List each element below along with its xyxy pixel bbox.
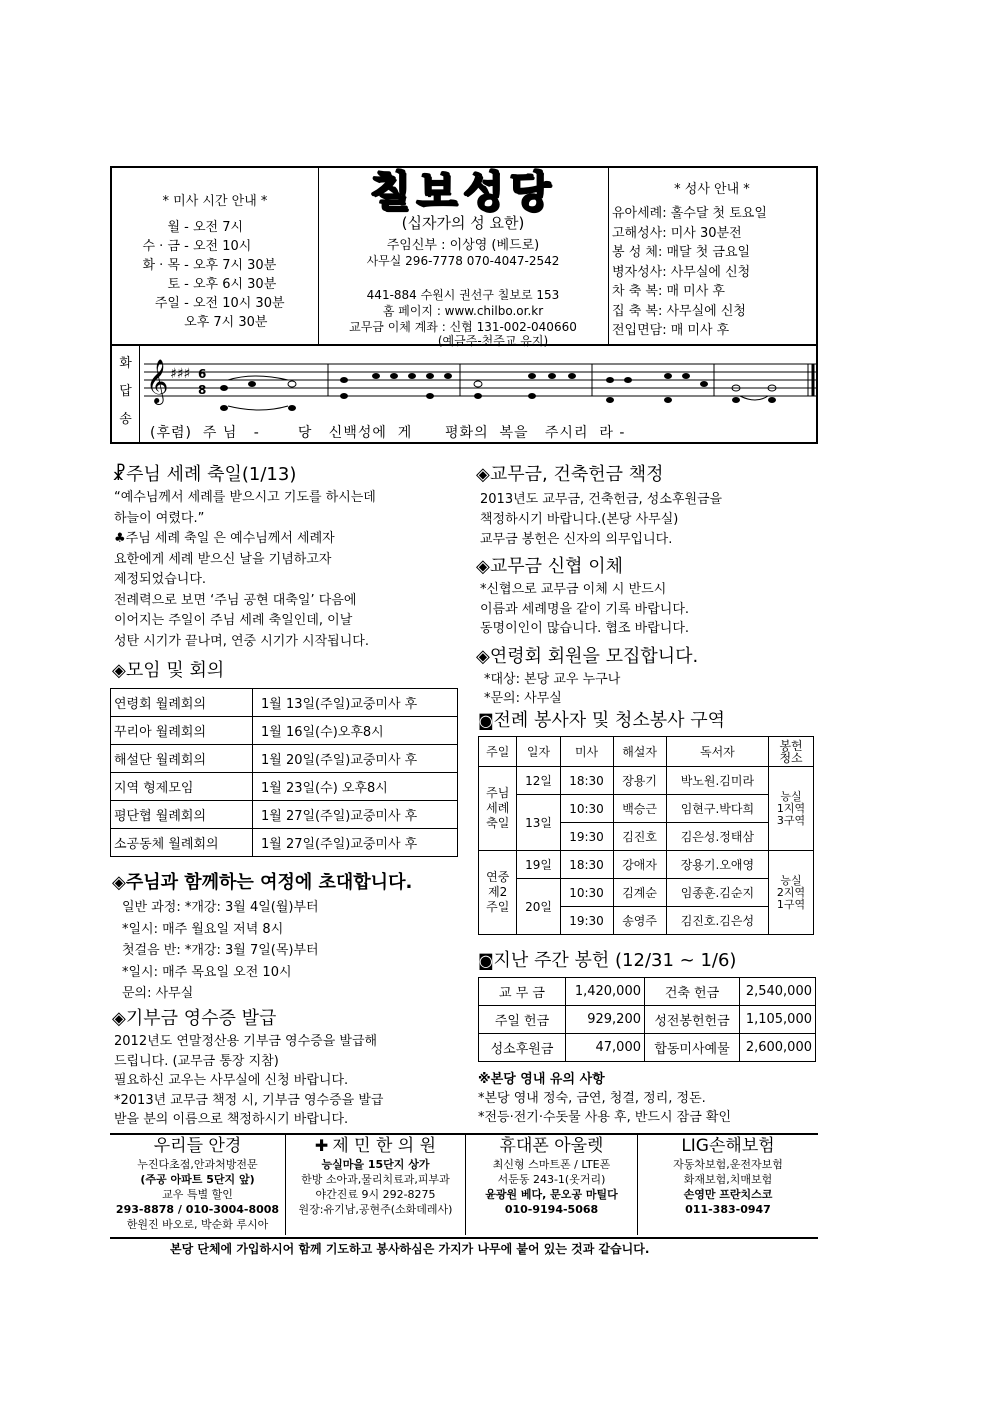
offering-label: 교 무 금 — [479, 978, 566, 1006]
baptism-line: 성탄 시기가 끝나며, 연중 시기가 시작됩니다. — [114, 633, 369, 649]
offering-table — [478, 977, 816, 1062]
table-row — [479, 795, 814, 823]
mass-time-cell: 18:30 — [560, 851, 613, 879]
mass-time: - 오전 7시 — [180, 220, 244, 235]
table-header-row — [479, 737, 814, 767]
ad-line: 서둔동 243-1(옷거리) — [497, 1173, 606, 1186]
ad-box — [466, 1135, 638, 1235]
dues-line: 교무금 봉헌은 신자의 의무입니다. — [480, 532, 673, 547]
reader: 장용기.오애영 — [666, 851, 768, 879]
commentator: 김진호 — [613, 823, 666, 851]
baptism-title-text: 주님 세례 축일(1/13) — [126, 464, 297, 485]
offering-value: 47,000 — [566, 1034, 645, 1062]
commentator: 김계순 — [613, 879, 666, 907]
sacrament-row: 유아세례: 홀수달 첫 토요일 — [612, 206, 767, 221]
baptism-line: “예수님께서 세례를 받으시고 기도를 하시는데 — [114, 490, 376, 505]
header-box — [110, 166, 818, 346]
meeting-time: 1월 20일(주일)교중미사 후 — [253, 745, 458, 773]
ad-line: 010-9194-5068 — [504, 1203, 599, 1216]
sacrament-row: 병자성사: 사무실에 신청 — [612, 264, 751, 280]
reader: 박노원.김미라 — [666, 767, 768, 795]
psalm-label-char: 화 — [119, 356, 132, 371]
mass-time: - 오후 6시 30분 — [180, 277, 277, 292]
ad-line: 누진다초점,안과처방전문 — [137, 1158, 258, 1171]
sacrament-row: 고해성사: 미사 30분전 — [612, 225, 742, 241]
time-signature: 8 — [198, 383, 207, 397]
mass-time: - 오전 10시 — [180, 239, 252, 254]
service-date: 12일 — [517, 767, 560, 795]
ad-line: 한원진 바오로, 박순화 루시아 — [126, 1218, 269, 1231]
mass-title: * 미사 시간 안내 * — [162, 194, 268, 209]
journey-line: 일반 과정: *개강: 3월 4일(월)부터 — [122, 900, 319, 915]
ad-line: 최신형 스마트폰 / LTE폰 — [492, 1158, 611, 1171]
psalm-label-char: 답 — [119, 384, 132, 399]
sharp-icon: ♯♯♯ — [170, 366, 191, 382]
table-header-cell: 봉헌 청소 — [769, 737, 814, 767]
table-header-cell: 주일 — [479, 737, 517, 767]
footer-text: 본당 단체에 가입하시어 함께 기도하고 봉사하심은 가지가 나무에 붙어 있는 것과 같습니다. — [170, 1242, 650, 1256]
reader: 임현구.박다희 — [666, 795, 768, 823]
transfer-line: 이름과 세례명을 같이 기록 바랍니다. — [480, 601, 690, 617]
mass-time-cell: 19:30 — [560, 823, 613, 851]
commentator: 송영주 — [613, 907, 666, 935]
offering-value: 2,600,000 — [740, 1034, 816, 1062]
sunday-name: 연중 제2 주일 — [479, 851, 517, 935]
mass-day: 수 · 금 — [142, 239, 180, 254]
service-table — [478, 736, 814, 935]
mass-row — [118, 235, 251, 254]
cross-icon: ✚ — [314, 1136, 329, 1155]
mass-day: 화 · 목 — [142, 258, 180, 273]
receipt-line: 드립니다. (교무금 통장 지참) — [114, 1053, 279, 1069]
meeting-table — [110, 688, 458, 857]
mass-row — [118, 292, 285, 311]
notice-line: *본당 영내 정숙, 금연, 청결, 정리, 정돈. — [478, 1091, 706, 1106]
baptism-line: 전례력으로 보면 ‘주님 공현 대축일’ 다음에 — [114, 592, 357, 608]
offering-value: 929,200 — [566, 1006, 645, 1034]
receipt-line: *2013년 교무금 책정 시, 기부금 영수증을 발급 — [114, 1092, 384, 1108]
commentator: 백승근 — [613, 795, 666, 823]
account-holder: (예금주-천주교 유지) — [437, 334, 549, 348]
receipt-title: ◈기부금 영수증 발급 — [112, 1008, 277, 1029]
transfer-line: *신협으로 교무금 이체 시 반드시 — [480, 582, 667, 597]
account: 교무금 이체 계좌 : 신협 131-002-040660 — [349, 320, 577, 334]
notes — [220, 373, 776, 411]
meeting-title: ◈모임 및 회의 — [112, 660, 225, 681]
receipt-line: 필요하신 교우는 사무실에 신청 바랍니다. — [114, 1073, 349, 1088]
reader: 김진호.김은성 — [666, 907, 768, 935]
meeting-name: 지역 형제모임 — [111, 773, 253, 801]
ad-line: 293-8878 / 010-3004-8008 — [115, 1203, 280, 1216]
table-row — [479, 879, 814, 907]
meeting-time: 1월 16일(수)오후8시 — [253, 717, 458, 745]
table-header-cell: 미사 — [560, 737, 613, 767]
sacrament-row: 차 축 복: 매 미사 후 — [612, 284, 725, 299]
sacrament-title: * 성사 안내 * — [674, 182, 750, 197]
ad-line: 011-383-0947 — [685, 1203, 771, 1216]
receipt-line: 2012년도 연말정산용 기부금 영수증을 발급해 — [114, 1034, 378, 1049]
ad-box — [110, 1135, 286, 1235]
offering-title: ◙지난 주간 봉헌 (12/31 ~ 1/6) — [478, 950, 737, 971]
receipt-line: 받을 분의 이름으로 책정하시기 바랍니다. — [114, 1112, 349, 1127]
ad-line: 자동차보험,운전자보험 — [673, 1158, 783, 1171]
mass-row — [118, 216, 243, 235]
service-date: 13일 — [517, 795, 560, 851]
mass-row — [118, 311, 267, 330]
table-row — [479, 767, 814, 795]
service-title-text: 전례 봉사자 및 청소봉사 구역 — [493, 710, 726, 731]
ad-line: 손영만 프란치스코 — [683, 1188, 773, 1201]
ad-line: 야간진료 9시 292-8275 — [315, 1188, 436, 1201]
ad-title: 휴대폰 아울렛 — [499, 1136, 604, 1156]
office-phone: 사무실 296-7778 070-4047-2542 — [366, 254, 560, 268]
meeting-name: 꾸리아 월례회의 — [111, 717, 253, 745]
service-date: 20일 — [517, 879, 560, 935]
offering-label: 건축 헌금 — [645, 978, 740, 1006]
offering-title-text: 지난 주간 봉헌 (12/31 ~ 1/6) — [493, 950, 737, 971]
offering-label: 성소후원금 — [479, 1034, 566, 1062]
baptism-line: 이어지는 주일이 주님 세례 축일인데, 이날 — [114, 613, 353, 628]
notice-title: ※본당 영내 유의 사항 — [478, 1072, 605, 1087]
mass-row — [118, 273, 276, 292]
commentator: 장용기 — [613, 767, 666, 795]
ads-bar — [110, 1133, 818, 1239]
cleaning-area: 능실 1지역 3구역 — [769, 767, 814, 851]
time-signature: 6 — [198, 367, 207, 381]
mass-day: 토 — [167, 277, 180, 292]
meeting-time: 1월 13일(주일)교중미사 후 — [253, 689, 458, 717]
ad-line: 원장:유기남,공현주(소화데레사) — [298, 1203, 453, 1216]
journey-line: *일시: 매주 목요일 오전 10시 — [122, 964, 292, 980]
psalm-box — [110, 346, 818, 444]
ad-line: (주공 아파트 5단지 앞) — [140, 1173, 255, 1186]
baptism-title: ☧주님 세례 축일(1/13) — [112, 464, 297, 485]
address: 441-884 수원시 권선구 칠보로 153 — [366, 288, 560, 302]
ad-box — [286, 1135, 466, 1235]
pastor: 주임신부 : 이상영 (베드로) — [386, 238, 540, 253]
ad-title — [286, 1135, 465, 1157]
recruit-line: *대상: 본당 교우 누구나 — [484, 672, 621, 687]
table-header-cell: 일자 — [517, 737, 560, 767]
dues-title: ◈교무금, 건축헌금 책정 — [476, 464, 664, 485]
service-title: ◙전례 봉사자 및 청소봉사 구역 — [478, 710, 726, 731]
ad-box — [638, 1135, 818, 1235]
ad-title: LIG손해보험 — [681, 1136, 775, 1156]
music-staff — [144, 350, 816, 420]
mass-time-cell: 19:30 — [560, 907, 613, 935]
homepage: 홈 페이지 : www.chilbo.or.kr — [382, 304, 544, 318]
offering-value: 1,105,000 — [740, 1006, 816, 1034]
table-row — [111, 773, 458, 801]
sacrament-row: 봉 성 체: 매달 첫 금요일 — [612, 245, 751, 260]
psalm-label — [112, 346, 140, 442]
mass-day: 월 — [167, 220, 180, 235]
table-row — [111, 745, 458, 773]
baptism-line: 요한에게 세례 받으신 날을 기념하고자 — [114, 551, 332, 567]
meeting-name: 해설단 월례회의 — [111, 745, 253, 773]
table-header-cell: 해설자 — [613, 737, 666, 767]
psalm-lyrics: (후렴) 주 님 - 당 신백성에 게 평화의 복을 주시리 라 - — [150, 425, 626, 441]
table-row — [479, 1034, 816, 1062]
ad-line: 교우 특별 할인 — [162, 1188, 233, 1201]
table-row — [111, 801, 458, 829]
meeting-time: 1월 27일(주일)교중미사 후 — [253, 801, 458, 829]
offering-label: 성전봉헌헌금 — [645, 1006, 740, 1034]
mass-time-cell: 10:30 — [560, 795, 613, 823]
psalm-label-char: 송 — [119, 412, 132, 427]
recruit-line: *문의: 사무실 — [484, 691, 562, 706]
offering-value: 2,540,000 — [740, 978, 816, 1006]
treble-clef-icon: 𝄞 — [146, 359, 169, 403]
table-row — [479, 1006, 816, 1034]
offering-label: 합동미사예물 — [645, 1034, 740, 1062]
mass-row — [118, 254, 276, 273]
sacrament-row: 집 축 복: 사무실에 신청 — [612, 303, 746, 319]
journey-line: *일시: 매주 월요일 저녁 8시 — [122, 921, 284, 937]
offering-value: 1,420,000 — [566, 978, 645, 1006]
recruit-title: ◈연령회 회원을 모집합니다. — [476, 646, 699, 667]
meeting-name: 연령회 월례회의 — [111, 689, 253, 717]
ad-title: 우리들 안경 — [153, 1136, 242, 1156]
baptism-line: 제정되었습니다. — [114, 572, 207, 587]
mass-time: - 오후 7시 30분 — [180, 258, 277, 273]
ad-line: 능실마을 15단지 상가 — [321, 1158, 430, 1171]
reader: 임종훈.김순지 — [666, 879, 768, 907]
church-info — [318, 167, 609, 348]
cleaning-area: 능실 2지역 1구역 — [769, 851, 814, 935]
patron: (십자가의 성 요한) — [401, 214, 525, 232]
dues-line: 책정하시기 바랍니다.(본당 사무실) — [480, 512, 679, 527]
meeting-name: 소공동체 월례회의 — [111, 829, 253, 857]
sacrament-info — [608, 168, 816, 344]
journey-line: 문의: 사무실 — [122, 986, 194, 1001]
table-header-cell: 독서자 — [666, 737, 768, 767]
mass-time-cell: 18:30 — [560, 767, 613, 795]
ad-line: 한방 소아과,물리치료과,피부과 — [301, 1173, 450, 1186]
offering-label: 주일 헌금 — [479, 1006, 566, 1034]
notice-line: *전등·전기·수돗물 사용 후, 반드시 잠금 확인 — [478, 1110, 732, 1125]
service-date: 19일 — [517, 851, 560, 879]
meeting-time: 1월 23일(수) 오후8시 — [253, 773, 458, 801]
ad-title-text: 제 민 한 의 원 — [332, 1136, 437, 1156]
journey-line: 첫걸음 반: *개강: 3월 7일(목)부터 — [122, 943, 319, 958]
table-row — [111, 717, 458, 745]
mass-day: 주일 — [154, 296, 180, 311]
mass-time: 오후 7시 30분 — [180, 315, 268, 330]
meeting-time: 1월 27일(주일)교중미사 후 — [253, 829, 458, 857]
transfer-title: ◈교무금 신협 이체 — [476, 556, 624, 577]
mass-time-cell: 10:30 — [560, 879, 613, 907]
baptism-line: ♣주님 세례 축일 은 예수님께서 세례자 — [114, 531, 335, 546]
dues-line: 2013년도 교무금, 건축헌금, 성소후원금을 — [480, 492, 723, 507]
journey-title: ◈주님과 함께하는 여정에 초대합니다. — [112, 872, 413, 893]
table-row — [111, 689, 458, 717]
ad-line: 화재보험,치매보험 — [683, 1173, 773, 1186]
ad-line: 윤광원 베다, 문오공 마틸다 — [485, 1188, 618, 1201]
mass-time: - 오전 10시 30분 — [180, 296, 285, 311]
church-name: 칠보성당 — [369, 167, 557, 216]
transfer-line: 동명이인이 많습니다. 협조 바랍니다. — [480, 621, 690, 636]
baptism-line: 하늘이 여렸다.” — [114, 510, 205, 526]
sunday-name: 주님 세례 축일 — [479, 767, 517, 851]
table-row — [479, 851, 814, 879]
table-row — [479, 978, 816, 1006]
meeting-name: 평단협 월례회의 — [111, 801, 253, 829]
commentator: 강애자 — [613, 851, 666, 879]
reader: 김은성.정태삼 — [666, 823, 768, 851]
sacrament-row: 전입면담: 매 미사 후 — [612, 323, 730, 338]
table-row — [111, 829, 458, 857]
mass-times — [112, 168, 319, 344]
